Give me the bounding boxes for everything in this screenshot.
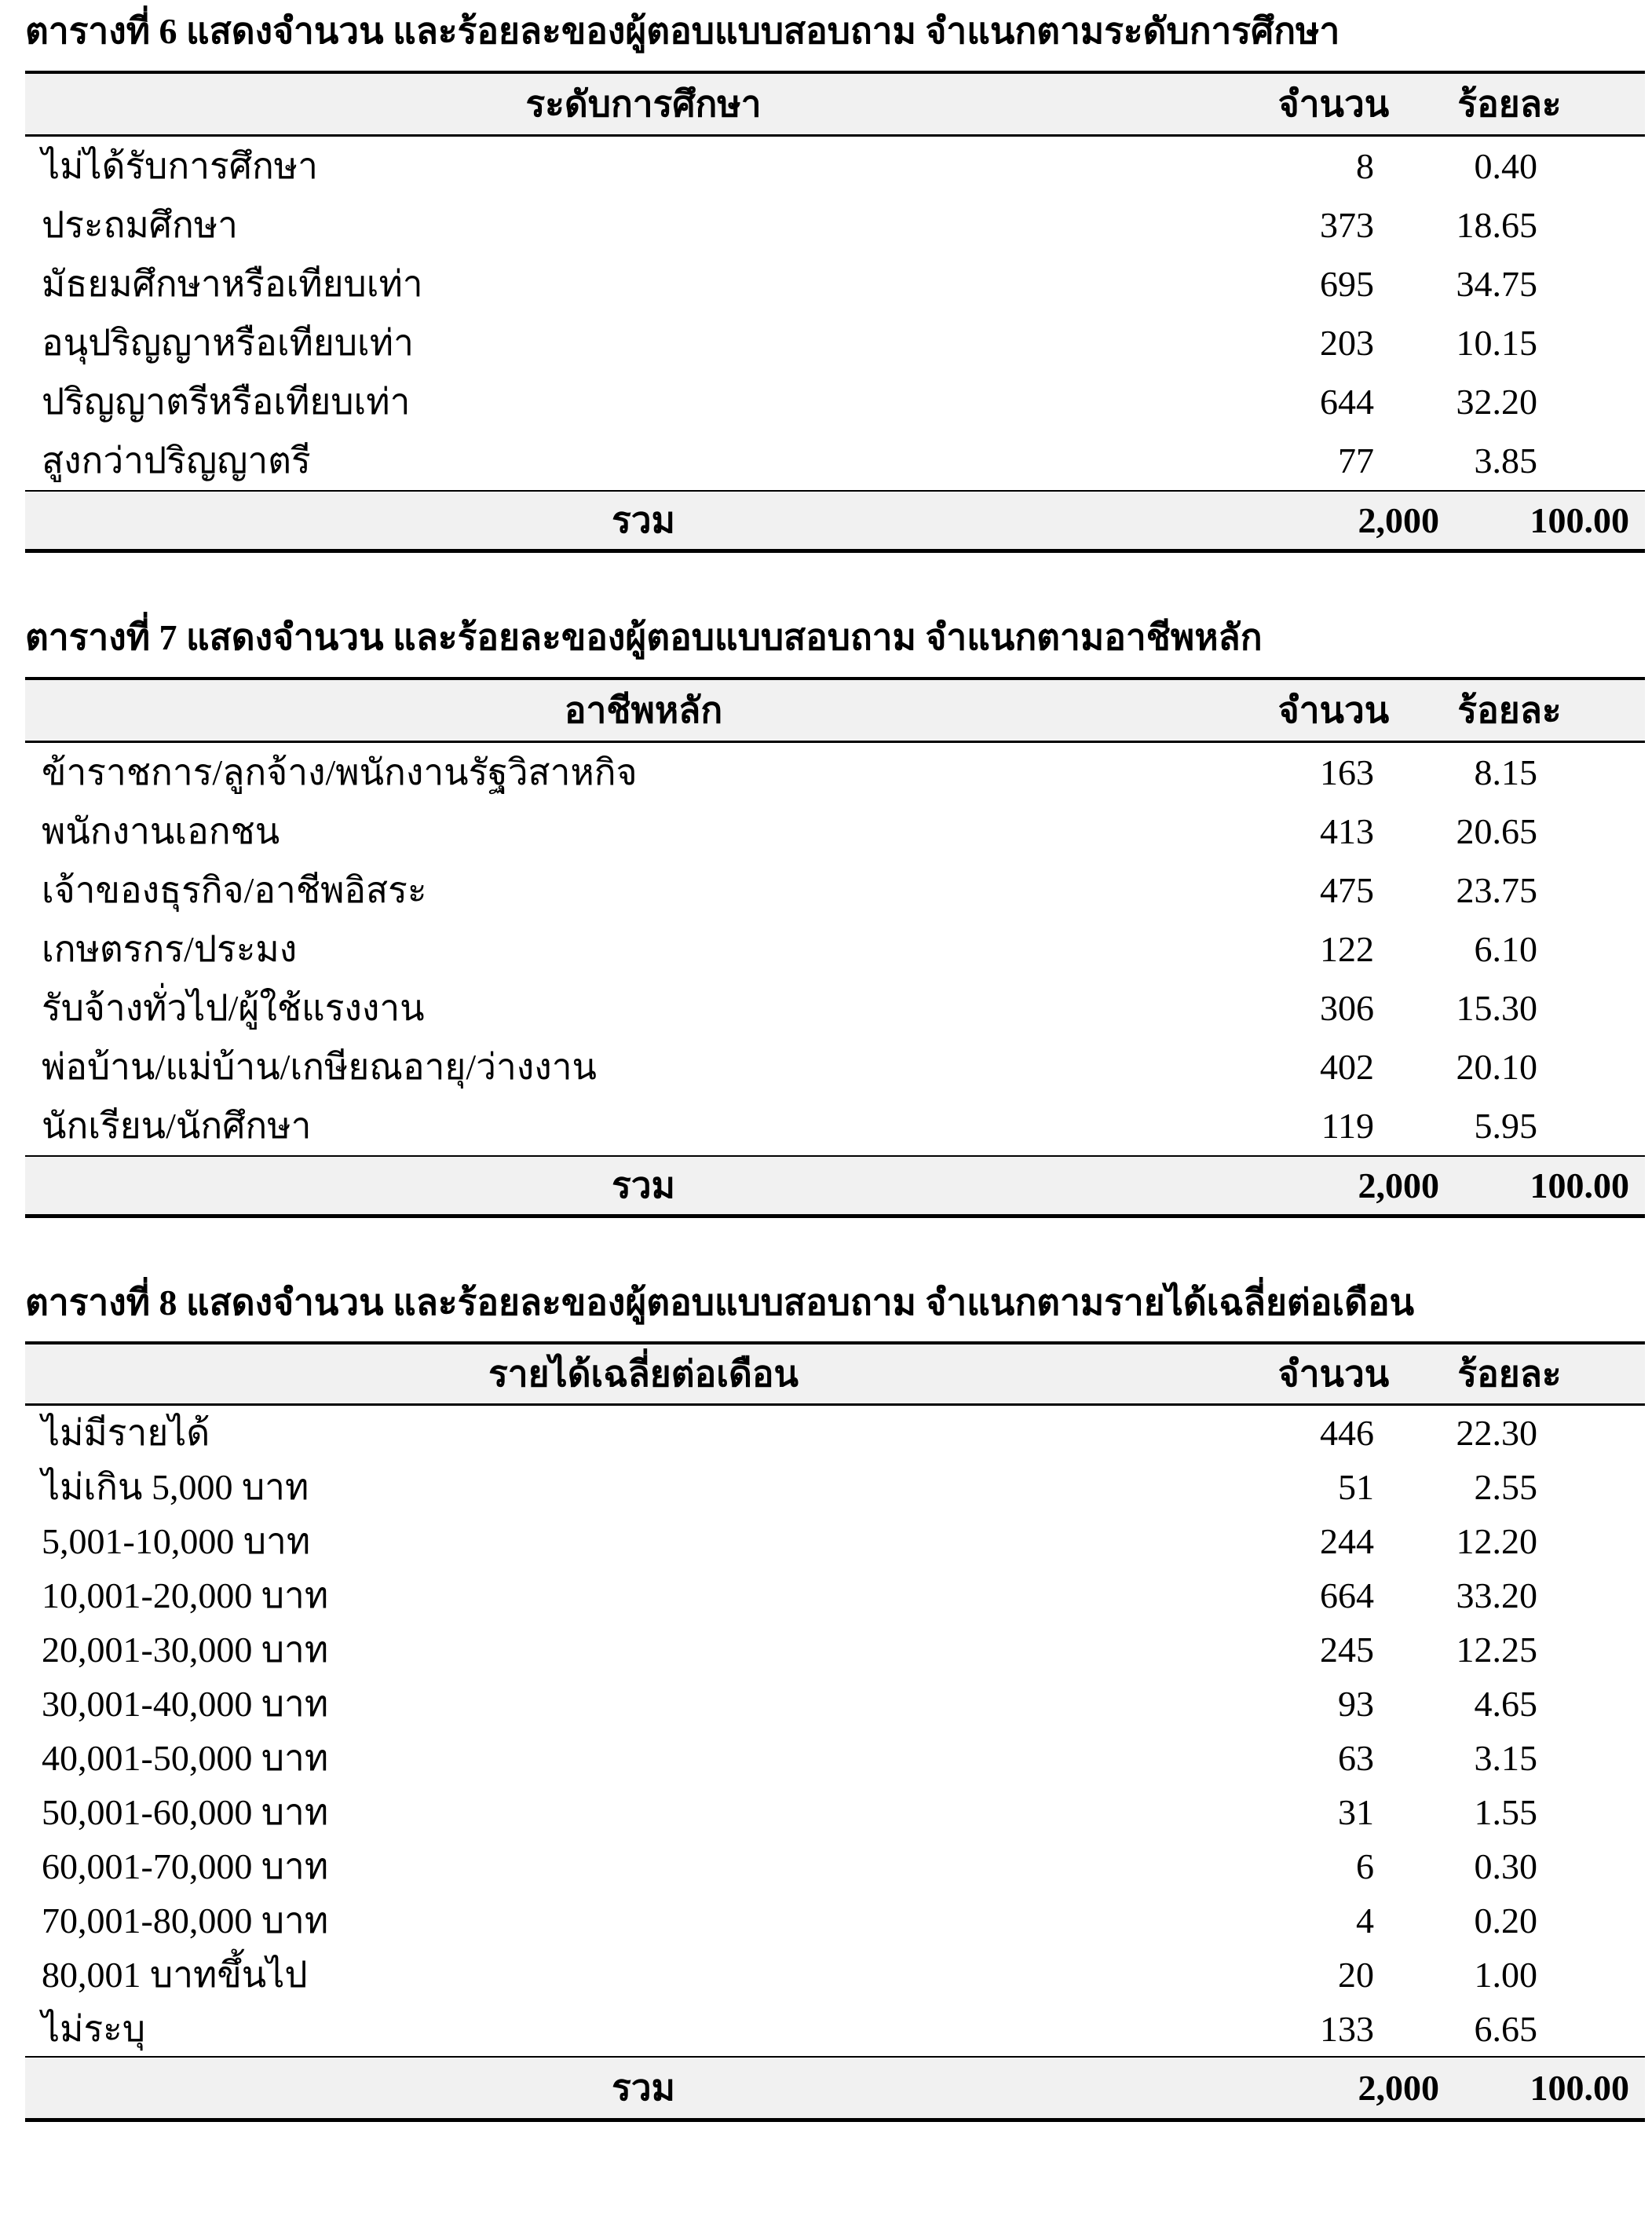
row-label: 40,001-50,000 บาท (25, 1731, 1262, 1785)
table-row (25, 313, 1645, 372)
table-row (25, 1623, 1645, 1677)
row-count: 6 (1262, 1839, 1453, 1893)
row-label: เจ้าของธุรกิจ/อาชีพอิสระ (25, 861, 1262, 920)
table-row (25, 1948, 1645, 2002)
row-label: ไม่ได้รับการศึกษา (25, 135, 1262, 196)
income-table-section (25, 1279, 1645, 2123)
row-percent: 1.55 (1453, 1785, 1645, 1839)
row-label: 20,001-30,000 บาท (25, 1623, 1262, 1677)
row-label: 10,001-20,000 บาท (25, 1568, 1262, 1623)
row-label: พนักงานเอกชน (25, 802, 1262, 861)
table-row (25, 1514, 1645, 1568)
row-label: อนุปริญญาหรือเทียบเท่า (25, 313, 1262, 372)
row-count: 373 (1262, 196, 1453, 254)
row-count: 4 (1262, 1893, 1453, 1948)
row-label: ข้าราชการ/ลูกจ้าง/พนักงานรัฐวิสาหกิจ (25, 741, 1262, 802)
row-count: 8 (1262, 135, 1453, 196)
row-percent: 6.65 (1453, 2002, 1645, 2057)
header-row (25, 72, 1645, 136)
total-count: 2,000 (1262, 2057, 1453, 2120)
row-label: เกษตรกร/ประมง (25, 920, 1262, 979)
row-percent: 6.10 (1453, 920, 1645, 979)
row-percent: 33.20 (1453, 1568, 1645, 1623)
table-row (25, 1460, 1645, 1514)
row-count: 664 (1262, 1568, 1453, 1623)
column-header-count: จำนวน (1262, 679, 1453, 742)
row-label: สูงกว่าปริญญาตรี (25, 431, 1262, 491)
header-row (25, 1343, 1645, 1405)
row-percent: 23.75 (1453, 861, 1645, 920)
row-percent: 10.15 (1453, 313, 1645, 372)
total-row (25, 2057, 1645, 2120)
table-row (25, 1405, 1645, 1461)
row-label: พ่อบ้าน/แม่บ้าน/เกษียณอายุ/ว่างงาน (25, 1037, 1262, 1096)
table-row (25, 1096, 1645, 1156)
row-count: 402 (1262, 1037, 1453, 1096)
row-percent: 4.65 (1453, 1677, 1645, 1731)
row-percent: 22.30 (1453, 1405, 1645, 1461)
table-6-title: ตารางที่ 6 แสดงจำนวน และร้อยละของผู้ตอบแบบสอบถาม จำแนกตามระดับการศึกษา (25, 11, 1340, 51)
total-row (25, 1156, 1645, 1216)
row-count: 119 (1262, 1096, 1453, 1156)
row-count: 446 (1262, 1405, 1453, 1461)
table-row (25, 1731, 1645, 1785)
education-table (25, 71, 1645, 553)
row-label: มัธยมศึกษาหรือเทียบเท่า (25, 254, 1262, 313)
table-8-title: ตารางที่ 8 แสดงจำนวน และร้อยละของผู้ตอบแบบสอบถาม จำแนกตามรายได้เฉลี่ยต่อเดือน (25, 1282, 1415, 1323)
total-label: รวม (25, 2057, 1262, 2120)
table-row (25, 254, 1645, 313)
row-percent: 0.30 (1453, 1839, 1645, 1893)
row-label: 80,001 บาทขึ้นไป (25, 1948, 1262, 2002)
row-label: นักเรียน/นักศึกษา (25, 1096, 1262, 1156)
row-percent: 15.30 (1453, 979, 1645, 1037)
row-percent: 3.85 (1453, 431, 1645, 491)
column-header-count: จำนวน (1262, 72, 1453, 136)
row-label: ประถมศึกษา (25, 196, 1262, 254)
column-header-income: รายได้เฉลี่ยต่อเดือน (25, 1343, 1262, 1405)
table-row (25, 1037, 1645, 1096)
occupation-table (25, 677, 1645, 1218)
row-label: 70,001-80,000 บาท (25, 1893, 1262, 1948)
row-count: 475 (1262, 861, 1453, 920)
row-count: 413 (1262, 802, 1453, 861)
row-label: ปริญญาตรีหรือเทียบเท่า (25, 372, 1262, 431)
table-row (25, 1839, 1645, 1893)
column-header-occupation: อาชีพหลัก (25, 679, 1262, 742)
row-percent: 3.15 (1453, 1731, 1645, 1785)
row-percent: 5.95 (1453, 1096, 1645, 1156)
row-count: 245 (1262, 1623, 1453, 1677)
table-row (25, 1785, 1645, 1839)
header-row (25, 679, 1645, 742)
table-row (25, 431, 1645, 491)
column-header-percent: ร้อยละ (1453, 679, 1645, 742)
education-table-section (25, 8, 1645, 553)
table-row (25, 741, 1645, 802)
row-count: 203 (1262, 313, 1453, 372)
row-count: 93 (1262, 1677, 1453, 1731)
total-count: 2,000 (1262, 1156, 1453, 1216)
row-label: 30,001-40,000 บาท (25, 1677, 1262, 1731)
row-count: 20 (1262, 1948, 1453, 2002)
table-row (25, 135, 1645, 196)
table-row (25, 1677, 1645, 1731)
row-percent: 20.10 (1453, 1037, 1645, 1096)
row-label: 50,001-60,000 บาท (25, 1785, 1262, 1839)
row-percent: 12.25 (1453, 1623, 1645, 1677)
row-percent: 2.55 (1453, 1460, 1645, 1514)
row-percent: 18.65 (1453, 196, 1645, 254)
table-row (25, 1893, 1645, 1948)
table-row (25, 861, 1645, 920)
row-label: ไม่ระบุ (25, 2002, 1262, 2057)
row-count: 133 (1262, 2002, 1453, 2057)
table-row (25, 920, 1645, 979)
total-percent: 100.00 (1453, 491, 1645, 551)
total-row (25, 491, 1645, 551)
row-count: 244 (1262, 1514, 1453, 1568)
table-row (25, 802, 1645, 861)
row-count: 163 (1262, 741, 1453, 802)
column-header-count: จำนวน (1262, 1343, 1453, 1405)
row-label: 5,001-10,000 บาท (25, 1514, 1262, 1568)
row-percent: 12.20 (1453, 1514, 1645, 1568)
income-table (25, 1341, 1645, 2122)
row-count: 122 (1262, 920, 1453, 979)
row-percent: 32.20 (1453, 372, 1645, 431)
row-count: 644 (1262, 372, 1453, 431)
total-label: รวม (25, 491, 1262, 551)
table-7-title: ตารางที่ 7 แสดงจำนวน และร้อยละของผู้ตอบแบบสอบถาม จำแนกตามอาชีพหลัก (25, 616, 1263, 657)
row-percent: 1.00 (1453, 1948, 1645, 2002)
column-header-percent: ร้อยละ (1453, 72, 1645, 136)
row-count: 63 (1262, 1731, 1453, 1785)
table-row (25, 1568, 1645, 1623)
table-row (25, 196, 1645, 254)
total-label: รวม (25, 1156, 1262, 1216)
row-count: 306 (1262, 979, 1453, 1037)
row-count: 695 (1262, 254, 1453, 313)
total-percent: 100.00 (1453, 2057, 1645, 2120)
total-count: 2,000 (1262, 491, 1453, 551)
row-percent: 0.40 (1453, 135, 1645, 196)
row-label: รับจ้างทั่วไป/ผู้ใช้แรงงาน (25, 979, 1262, 1037)
column-header-percent: ร้อยละ (1453, 1343, 1645, 1405)
row-label: 60,001-70,000 บาท (25, 1839, 1262, 1893)
row-label: ไม่เกิน 5,000 บาท (25, 1460, 1262, 1514)
table-row (25, 372, 1645, 431)
row-percent: 0.20 (1453, 1893, 1645, 1948)
row-percent: 20.65 (1453, 802, 1645, 861)
row-percent: 8.15 (1453, 741, 1645, 802)
table-row (25, 2002, 1645, 2057)
row-count: 51 (1262, 1460, 1453, 1514)
occupation-table-section (25, 614, 1645, 1218)
table-row (25, 979, 1645, 1037)
row-label: ไม่มีรายได้ (25, 1405, 1262, 1461)
total-percent: 100.00 (1453, 1156, 1645, 1216)
row-percent: 34.75 (1453, 254, 1645, 313)
column-header-education-level: ระดับการศึกษา (25, 72, 1262, 136)
row-count: 77 (1262, 431, 1453, 491)
row-count: 31 (1262, 1785, 1453, 1839)
